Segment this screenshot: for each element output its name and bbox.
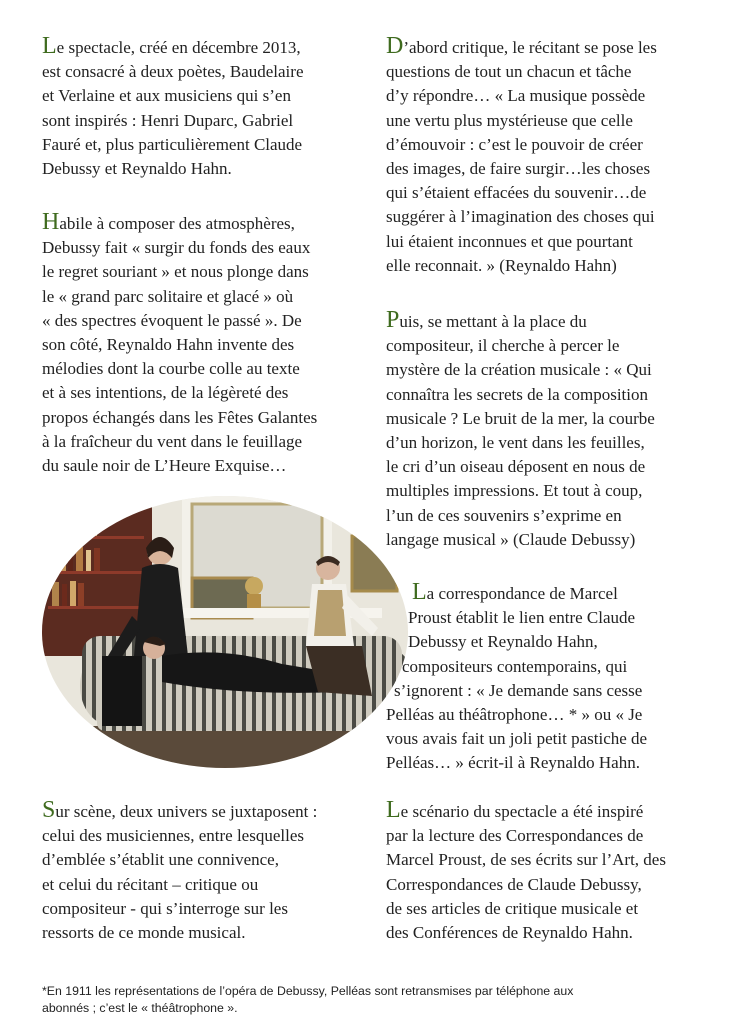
- performers-photo: [42, 496, 408, 768]
- drop-cap: D: [386, 33, 404, 59]
- footnote: *En 1911 les représentations de l’opéra de Debussy, Pelléas sont retransmises par téléphone aux abonnés ; c’est le « théâtrophone ».: [42, 984, 574, 1015]
- drop-cap: P: [386, 307, 400, 333]
- paragraph-scenario: Le scénario du spectacle a été inspiré par la lecture des Correspondances de Marcel Proust, de ses écrits sur l’Art, des Correspondances de Claude Debussy, de ses articles de critique musicale et des Conférences de Reynaldo Hahn.: [386, 797, 666, 943]
- paragraph-intro: Le spectacle, créé en décembre 2013, est consacré à deux poètes, Baudelaire et Verlaine et aux musiciens qui s’en sont inspirés : Henri Duparc, Gabriel Fauré et, plus particulièrement Claude Debussy et Reynaldo Hahn.: [42, 33, 304, 179]
- drop-cap: L: [42, 33, 57, 59]
- drop-cap: H: [42, 209, 60, 235]
- paragraph-two-worlds: Sur scène, deux univers se juxtaposent : celui des musiciennes, entre lesquelles d’emblée s’établit une connivence, et celui du récitant – critique ou compositeur - qui s’interroge sur les ressorts de ce monde musical.: [42, 797, 318, 943]
- paragraph-proust: La correspondance de Marcel Proust établit le lien entre Claude Debussy et Reynaldo Hahn, compositeurs contemporains, qui s’ignorent : « Je demande sans cesse Pelléas au théâtrophone… * » ou « Je vous avais fait un joli petit pastiche de Pelléas… » écrit-il à Reynaldo Hahn.: [386, 579, 648, 773]
- drop-cap: S: [42, 797, 56, 823]
- paragraph-debussy-hahn: Habile à composer des atmosphères, Debussy fait « surgir du fonds des eaux le regret souriant » et nous plonge dans le « grand parc solitaire et glacé » où « des spectres évoquent le passé ». De son côté, Reynaldo Hahn invente des mélodies dont la courbe colle au texte et à ses intentions, de la légèreté des propos échangés dans les Fêtes Galantes à la fraîcheur du vent dans le feuillage du saule noir de L’Heure Exquise…: [42, 209, 318, 476]
- paragraph-composer: Puis, se mettant à la place du compositeur, il cherche à percer le mystère de la création musicale : « Qui connaîtra les secrets de la composition musicale ? Le bruit de la mer, la courbe d’un horizon, le vent dans les feuilles, le cri d’un oiseau déposent en nous de multiples impressions. Et tout à coup, l’un de ces souvenirs s’exprime en langage musical » (Claude Debussy): [386, 307, 655, 549]
- drop-cap: L: [412, 579, 427, 605]
- paragraph-critic: D’abord critique, le récitant se pose les questions de tout un chacun et tâche d’y répondre… « La musique possède une vertu plus mystérieuse que celle d’émouvoir : c’est le pouvoir de créer des images, de faire surgir…les choses qui s’étaient effacées du souvenir…de suggérer à l’imagination des choses qui lui étaient inconnues et que pourtant elle reconnait. » (Reynaldo Hahn): [386, 33, 657, 275]
- drop-cap: L: [386, 797, 401, 823]
